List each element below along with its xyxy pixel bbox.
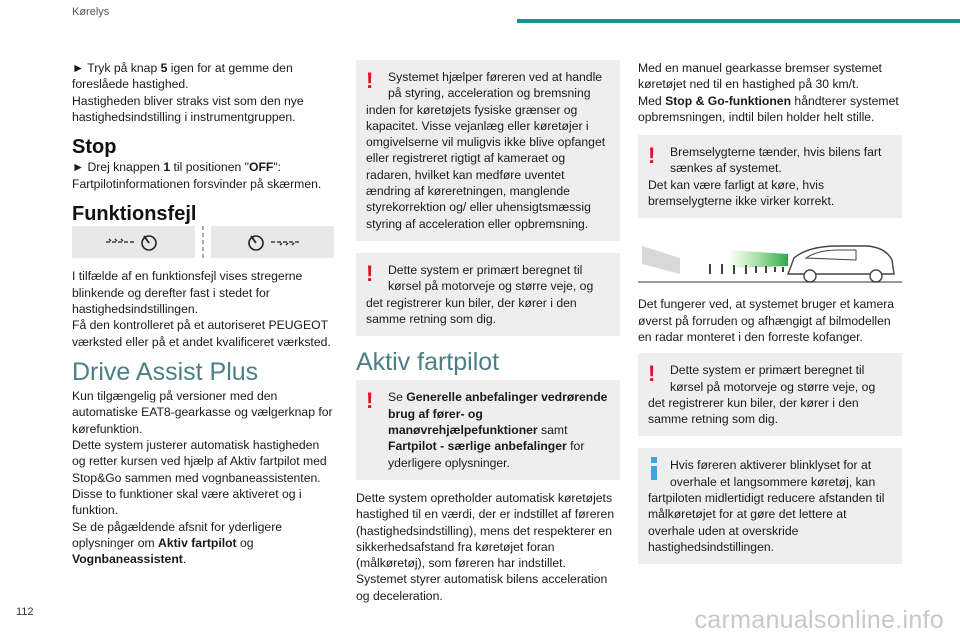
warning-exclamation-icon: ! (366, 68, 374, 93)
warning-box-motorway-2: ! Dette system er primært beregnet til kørsel på motorveje og større veje, og det registrerer kun biler, der kører i den samme retning som dig. (638, 353, 902, 436)
fault-text-1: I tilfælde af en funktionsfejl vises stregerne blinkende og derefter fast i stedet for hastighedsindstillingen. (72, 269, 303, 316)
section-title: Kørelys (72, 6, 110, 18)
warning-exclamation-icon: ! (366, 388, 374, 414)
drive-assist-heading: Drive Assist Plus (72, 357, 259, 386)
warning-box-brakelights: ! Bremselygterne tænder, hvis bilens fart sænkes af systemet. Det kan være farligt at køre, hvis bremselygterne ikke virker korrekt. (638, 135, 902, 218)
drive-text-3: Disse to funktioner skal være aktiveret og i funktion. (72, 486, 302, 518)
header-accent-bar (517, 19, 960, 23)
gearbox-text: Med en manuel gearkasse bremser systemet køretøjet ned til en hastighed på 30 km/t. (638, 61, 882, 92)
fault-icon-panel (72, 226, 334, 258)
warning-exclamation-icon: ! (366, 260, 374, 286)
fault-text-2: Få den kontrolleret på et autoriseret PEUGEOT værksted eller på et andet kvalificeret værksted. (72, 318, 331, 349)
warning-box-motorway: ! Dette system er primært beregnet til kørsel på motorveje og større veje, og det registrerer kun biler, der kører i den samme retning som dig. (356, 253, 620, 336)
fault-heading: Funktionsfejl (72, 203, 197, 226)
column-2 (356, 60, 620, 604)
icon-divider (202, 226, 204, 258)
stop-heading: Stop (72, 136, 117, 159)
intro-line-1: ► Tryk på knap 5 igen for at gemme den foreslåede hastighed. (72, 61, 293, 92)
speedometer-dashes-right-icon (211, 226, 334, 258)
camera-radar-text: Det fungerer ved, at systemet bruger et kamera øverst på forruden og afhængigt af bilmodellen en radar monteret i den forreste kofanger. (638, 297, 895, 344)
column-1 (72, 60, 334, 567)
info-icon (650, 457, 658, 479)
warning-exclamation-icon: ! (648, 143, 656, 169)
stop-text: ► Drej knappen 1 til positionen "OFF": Fartpilotinformationen forsvinder på skærmen. (72, 160, 322, 191)
car-radar-illustration-icon (638, 236, 902, 286)
column-3 (638, 60, 902, 564)
warning-box-recommendations: ! Se Generelle anbefalinger vedrørende brug af fører- og manøvrehjælpefunktioner samt Fartpilot - særlige anbefalinger for yderligere oplysninger. (356, 380, 620, 479)
watermark: carmanualsonline.info (694, 606, 944, 634)
active-cruise-heading: Aktiv fartpilot (356, 348, 500, 377)
drive-text-2: Dette system justerer automatisk hastigheden og retter kursen ved hjælp af Aktiv fartpilot med Stop&Go sammen med vognbaneassistenten. (72, 438, 327, 485)
warning-exclamation-icon: ! (648, 361, 656, 387)
page-number: 112 (16, 606, 34, 618)
active-cruise-body: Dette system opretholder automatisk køretøjets hastighed til en værdi, der er indstillet af føreren (hastighedsindstilling), mens det respekterer en sikkerhedsafstand fra køretøjet foran (målkøretøj), som føreren har indstillet. Systemet styrer automatisk bilens acceleration og deceleration. (356, 490, 615, 603)
intro-line-2: Hastigheden bliver straks vist som den nye hastighedsindstilling i instrumentgruppen. (72, 93, 304, 124)
stop-go-text: Med Stop & Go-funktionen håndterer systemet opbremsningen, indtil bilen holder helt stille. (638, 93, 899, 124)
drive-text-1: Kun tilgængelig på versioner med den automatiske EAT8-gearkasse og vælgerknap for kørefunktion. (72, 389, 333, 436)
warning-box-system: ! Systemet hjælper føreren ved at handle på styring, acceleration og bremsning inden for køretøjets fysiske grænser og kapacitet. Visse vejanlæg eller køretøjer i omgivelserne vil muligvis ikke blive opfanget eller registreret rigtigt af kameraet og radaren, hvilket kan medføre uventet ændring af køreretningen, manglende styrekorrektion og/ eller uhensigtsmæssig styring af acceleration eller opbremsning. (356, 60, 620, 241)
drive-reference: Se de pågældende afsnit for yderligere oplysninger om Aktiv fartpilot og Vognbaneassistent. (72, 519, 283, 567)
info-box-overtaking: Hvis føreren aktiverer blinklyset for at overhale et langsommere køretøj, kan fartpiloten midlertidigt reducere afstanden til målkøretøjet for at gøre det lettere at overhale uden at overskride hastighedsindstillingen. (638, 448, 902, 564)
speedometer-dashes-left-icon (72, 226, 195, 258)
